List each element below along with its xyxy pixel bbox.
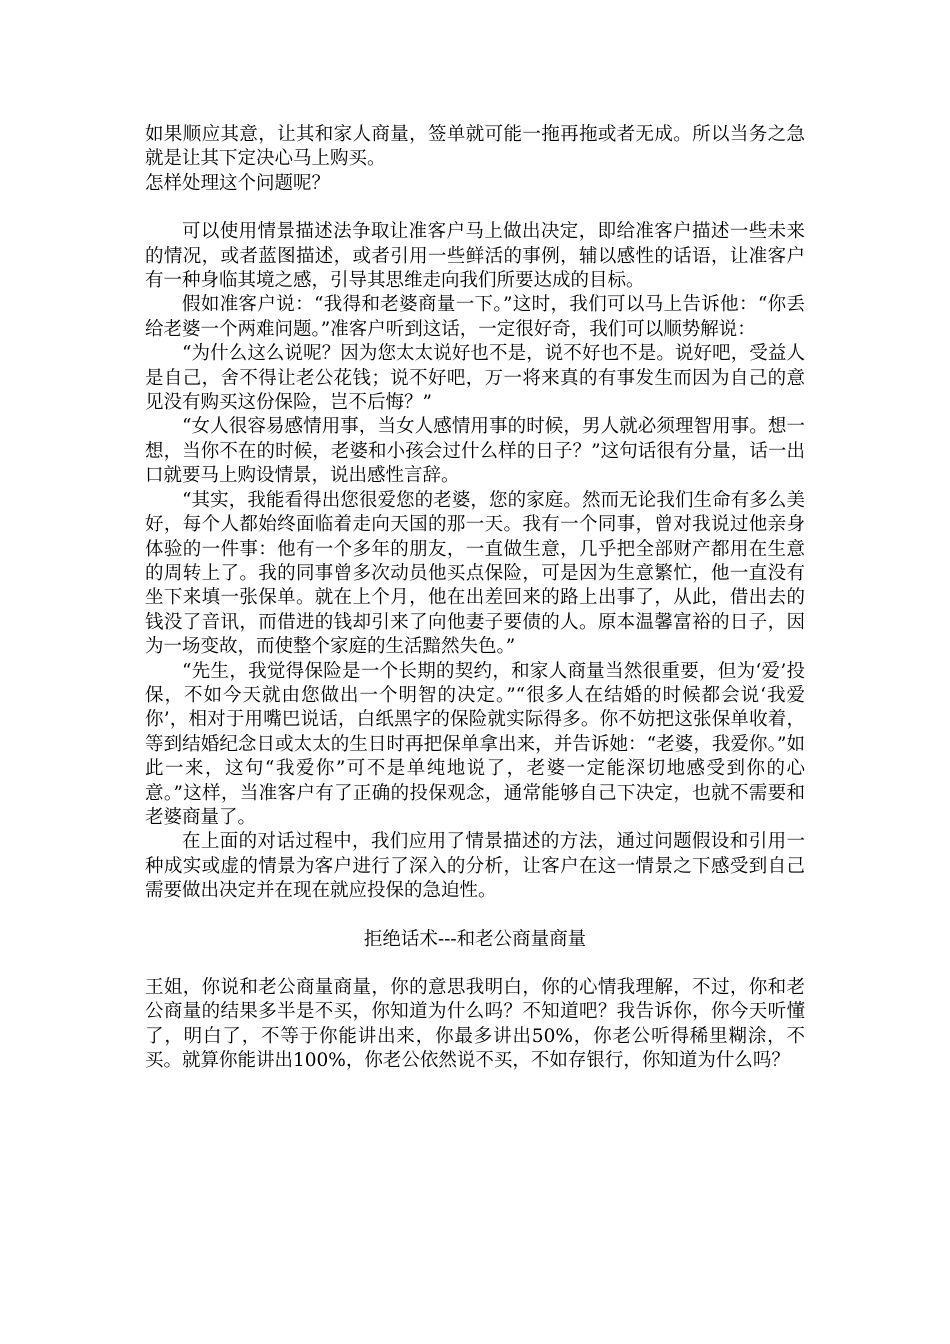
body-paragraph-7: 在上面的对话过程中，我们应用了情景描述的方法，通过问题假设和引用一种成实或虚的情景为客户进行了深入的分析，让客户在这一情景之下感受到自己需要做出决定并在现在就应投保的急迫性。 <box>145 831 805 902</box>
body-paragraph-5: “其实，我能看得出您很爱您的老婆，您的家庭。然而无论我们生命有多么美好，每个人都始终面临着走向天国的那一天。我有一个同事，曾对我说过他亲身体验的一件事：他有一个多年的朋友，一直做生意，几乎把全部财产都用在生意的周转上了。我的同事曾多次动员他买点保险，可是因为生意繁忙，他一直没有坐下来填一张保单。就在上个月，他在出差回来的路上出事了，从此，借出去的钱没了音讯，而借进的钱却引来了向他妻子要债的人。原本温馨富裕的日子，因为一场变故，而使整个家庭的生活黯然失色。” <box>145 489 805 658</box>
spacer <box>145 196 805 220</box>
body-paragraph-4: “女人很容易感情用事，当女人感情用事的时候，男人就必须理智用事。想一想，当你不在的时候，老婆和小孩会过什么样的日子？”这句话很有分量，话一出口就要马上购设情景，说出感性言辞。 <box>145 416 805 487</box>
spacer <box>145 952 805 976</box>
question-line: 怎样处理这个问题呢？ <box>145 172 331 194</box>
spacer <box>145 904 805 928</box>
closing-paragraph: 王姐，你说和老公商量商量，你的意思我明白，你的心情我理解，不过，你和老公商量的结果多半是不买，你知道为什么吗？不知道吧？我告诉你，你今天听懂了，明白了，不等于你能讲出来，你最多讲出50%，你老公听得稀里糊涂，不买。就算你能讲出100%，你老公依然说不买，不如存银行，你知道为什么吗？ <box>145 977 805 1072</box>
document-page <box>145 123 805 1074</box>
section-heading: 拒绝话术---和老公商量商量 <box>363 928 587 950</box>
body-paragraph-1: 可以使用情景描述法争取让准客户马上做出决定，即给准客户描述一些未来的情况，或者蓝图描述，或者引用一些鲜活的事例，辅以感性的话语，让准客户有一种身临其境之感，引导其思维走向我们所要达成的目标。 <box>145 221 805 292</box>
intro-paragraph: 如果顺应其意，让其和家人商量，签单就可能一拖再拖或者无成。所以当务之急就是让其下定决心马上购买。 <box>145 124 805 170</box>
body-paragraph-2: 假如准客户说：“我得和老婆商量一下。”这时，我们可以马上告诉他：“你丢给老婆一个两难问题。”准客户听到这话，一定很好奇，我们可以顺势解说： <box>145 294 805 340</box>
body-paragraph-3: “为什么这么说呢？因为您太太说好也不是，说不好也不是。说好吧，受益人是自己，舍不得让老公花钱；说不好吧，万一将来真的有事发生而因为自己的意见没有购买这份保险，岂不后悔？” <box>145 343 805 414</box>
body-paragraph-6: “先生，我觉得保险是一个长期的契约，和家人商量当然很重要，但为‘爱’投保，不如今天就由您做出一个明智的决定。”“很多人在结婚的时候都会说‘我爱你’，相对于用嘴巴说话，白纸黑字的保险就实际得多。你不妨把这张保单收着，等到结婚纪念日或太太的生日时再把保单拿出来，并告诉她：“老婆，我爱你。”如此一来，这句“我爱你”可不是单纯地说了，老婆一定能深切地感受到你的心意。”这样，当准客户有了正确的投保观念，通常能够自己下决定，也就不需要和老婆商量了。 <box>145 660 805 828</box>
